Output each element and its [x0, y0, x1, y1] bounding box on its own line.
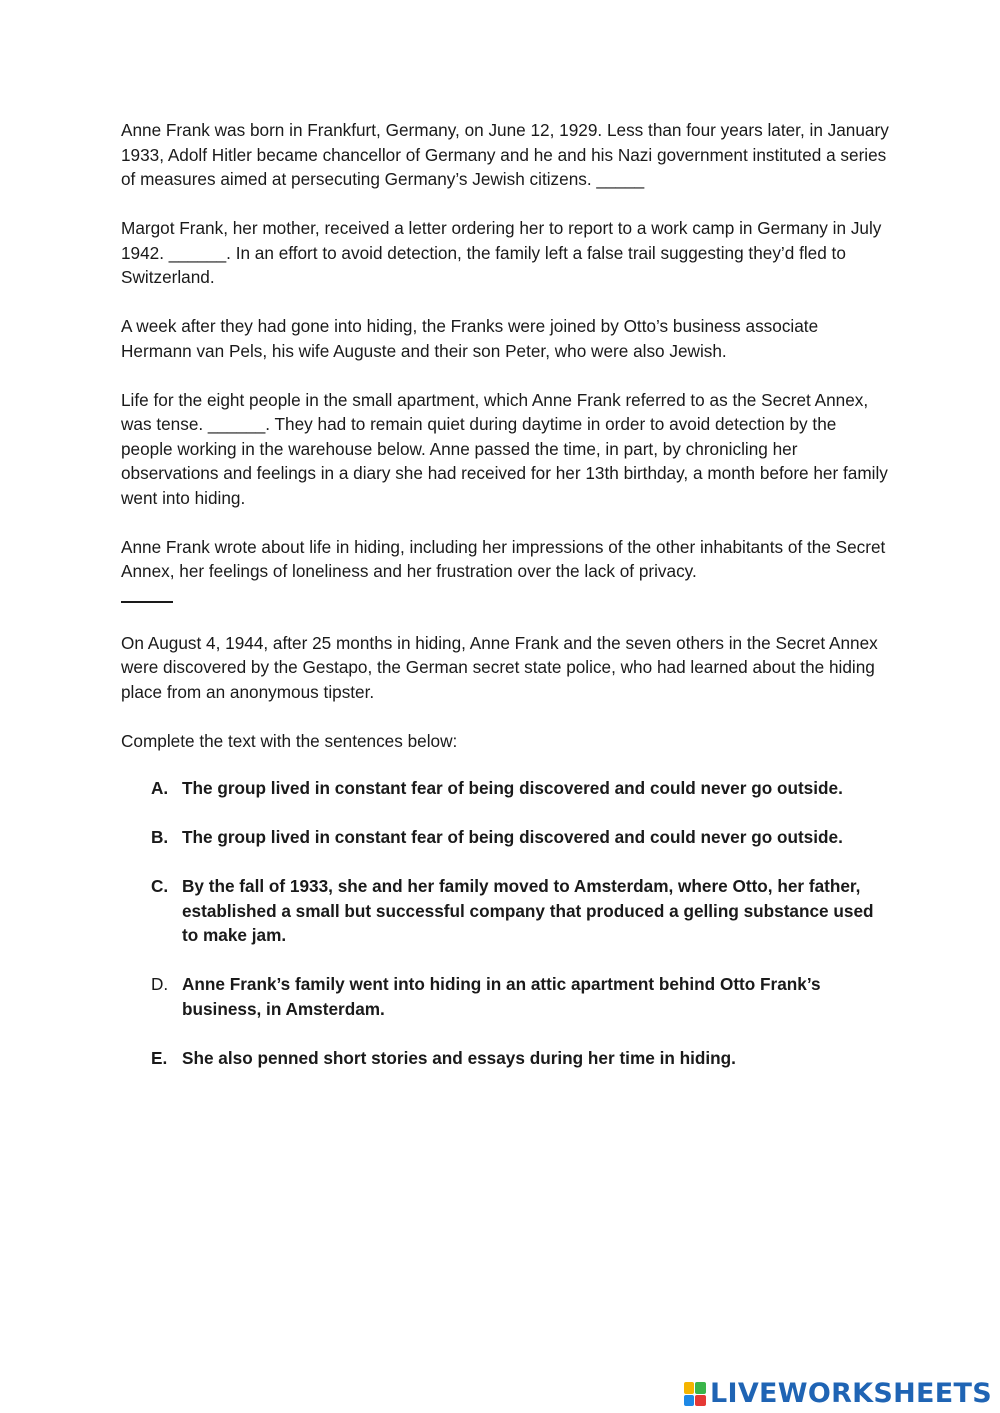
paragraph-5: Anne Frank wrote about life in hiding, including her impressions of the other inhabitants of the Secret Annex, her feelings of loneliness and her frustration over the lack of privacy. [121, 536, 886, 581]
paragraph-6: On August 4, 1944, after 25 months in hiding, Anne Frank and the seven others in the Secret Annex were discovered by the Gestapo, the German secret state police, who had learned about the hiding place from an anonymous tipster. [121, 632, 878, 702]
paragraph-2: Margot Frank, her mother, received a letter ordering her to report to a work camp in Germany in July 1942. ______. In an effort to avoid detection, the family left a false trail suggesting they’d fled to Switzerland. [121, 218, 882, 287]
worksheet-body [121, 118, 891, 1095]
option-letter: B. [151, 827, 169, 847]
instruction: Complete the text with the sentences below: [121, 730, 458, 751]
option-text: She also penned short stories and essays during her time in hiding. [182, 1047, 736, 1068]
option-b[interactable] [121, 825, 891, 850]
option-a[interactable] [121, 776, 891, 801]
option-text: By the fall of 1933, she and her family moved to Amsterdam, where Otto, her father, established a small but successful company that produced a gelling substance used to make jam. [182, 876, 874, 945]
option-d[interactable] [121, 972, 891, 1021]
options-list [121, 776, 891, 1070]
answer-blank[interactable] [121, 590, 173, 603]
liveworksheets-brand[interactable] [684, 1379, 992, 1409]
option-c[interactable] [121, 874, 891, 948]
option-text: The group lived in constant fear of being discovered and could never go outside. [182, 778, 843, 798]
paragraph-4: Life for the eight people in the small apartment, which Anne Frank referred to as the Secret Annex, was tense. ______. They had to remain quiet during daytime in order to avoid detection by the people working in the warehouse below. Anne passed the time, in part, by chronicling her observations and feelings in a diary she had received for her 13th birthday, a month before her family went into hiding. [121, 389, 888, 508]
option-text: Anne Frank’s family went into hiding in an attic apartment behind Otto Frank’s business, in Amsterdam. [182, 974, 821, 1019]
option-letter: C. [151, 876, 169, 896]
option-e[interactable] [121, 1046, 891, 1071]
liveworksheets-logo-icon [684, 1382, 706, 1406]
option-letter: A. [151, 778, 169, 798]
option-letter: D. [151, 974, 169, 994]
option-text: The group lived in constant fear of being discovered and could never go outside. [182, 827, 843, 847]
paragraph-1: Anne Frank was born in Frankfurt, Germany, on June 12, 1929. Less than four years later, in January 1933, Adolf Hitler became chancellor of Germany and he and his Nazi government instituted a series of measures aimed at persecuting Germany’s Jewish citizens. _____ [121, 120, 889, 189]
option-letter: E. [151, 1047, 168, 1068]
paragraph-3: A week after they had gone into hiding, the Franks were joined by Otto’s business associate Hermann van Pels, his wife Auguste and their son Peter, who were also Jewish. [121, 316, 819, 361]
brand-name: LIVEWORKSHEETS [709, 1378, 992, 1409]
